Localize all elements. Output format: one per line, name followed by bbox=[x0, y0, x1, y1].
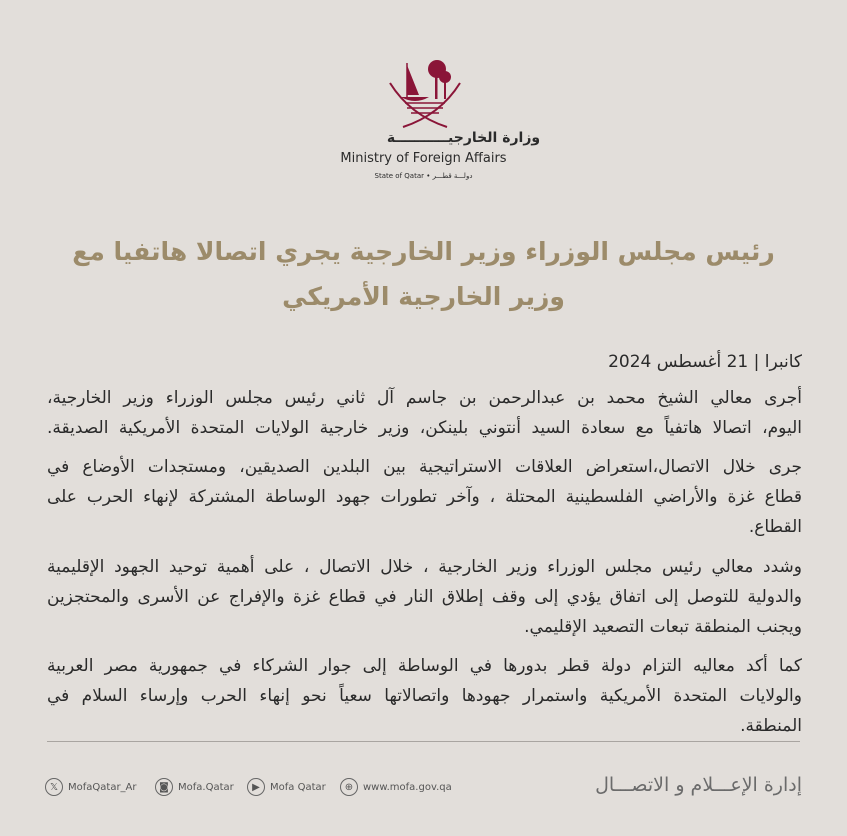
text-line: قطاع غزة والأراضي الفلسطينية المحتلة ، وآخر تطورات جهود الوساطة المشتركة لإنهاء الحرب على bbox=[47, 487, 802, 507]
x-icon: 𝕏 bbox=[45, 778, 63, 796]
dateline: كانبرا | 21 أغسطس 2024 bbox=[608, 352, 802, 372]
text-line: المنطقة. bbox=[740, 716, 802, 736]
paragraph-1 bbox=[47, 383, 802, 443]
youtube-handle: Mofa Qatar bbox=[270, 781, 326, 793]
instagram-link[interactable] bbox=[155, 778, 234, 796]
headline-line-1: رئيس مجلس الوزراء وزير الخارجية يجري اتصالا هاتفيا مع bbox=[72, 237, 775, 266]
instagram-icon: ◙ bbox=[155, 778, 173, 796]
text-line: جرى خلال الاتصال،استعراض العلاقات الاستراتيجية بين البلدين الصديقين، ومستجدات الأوضاع في bbox=[47, 457, 802, 477]
x-handle: MofaQatar_Ar bbox=[68, 781, 137, 793]
headline-line-2: وزير الخارجية الأمريكي bbox=[282, 282, 565, 311]
text-line: اليوم، اتصالا هاتفياً مع سعادة السيد أنتوني بلينكن، وزير خارجية الولايات المتحدة الأمريكية الصديقة. bbox=[47, 418, 802, 438]
state-of-qatar: State of Qatar • دولـــة قطـــر bbox=[374, 172, 473, 180]
text-line: والولايات المتحدة الأمريكية واستمرار جهودها واتصالاتها سعياً نحو إنهاء الحرب وإرساء السلام في bbox=[47, 686, 802, 706]
instagram-handle: Mofa.Qatar bbox=[178, 781, 234, 793]
paragraph-3 bbox=[47, 552, 802, 642]
website-link[interactable] bbox=[340, 778, 452, 796]
x-link[interactable] bbox=[45, 778, 137, 796]
globe-icon: ⊕ bbox=[340, 778, 358, 796]
text-line: كما أكد معاليه التزام دولة قطر بدورها في الوساطة إلى جوار الشركاء في جمهورية مصر العربية bbox=[47, 656, 802, 676]
paragraph-4 bbox=[47, 651, 802, 741]
ministry-name-arabic: وزارة الخارجيـــــــــــة bbox=[386, 130, 541, 146]
youtube-icon: ▶ bbox=[247, 778, 265, 796]
youtube-link[interactable] bbox=[247, 778, 326, 796]
ministry-emblem-icon bbox=[385, 55, 465, 130]
text-line: أجرى معالي الشيخ محمد بن عبدالرحمن بن جاسم آل ثاني رئيس مجلس الوزراء وزير الخارجية، bbox=[47, 388, 802, 408]
ministry-name-english: Ministry of Foreign Affairs bbox=[340, 151, 507, 166]
text-line: ويجنب المنطقة تبعات التصعيد الإقليمي. bbox=[524, 617, 802, 637]
department-name: إدارة الإعـــلام و الاتصـــال bbox=[595, 774, 802, 796]
text-line: القطاع. bbox=[748, 517, 802, 537]
text-line: وشدد معالي رئيس مجلس الوزراء وزير الخارجية ، خلال الاتصال ، على أهمية توحيد الجهود الإقليمية bbox=[47, 557, 802, 577]
text-line: والدولية للتوصل إلى اتفاق يؤدي إلى وقف إطلاق النار في قطاع غزة والإفراج عن الأسرى والمحتجزين bbox=[47, 587, 802, 607]
website-url: www.mofa.gov.qa bbox=[363, 781, 452, 793]
paragraph-2 bbox=[47, 452, 802, 542]
divider bbox=[47, 741, 800, 742]
